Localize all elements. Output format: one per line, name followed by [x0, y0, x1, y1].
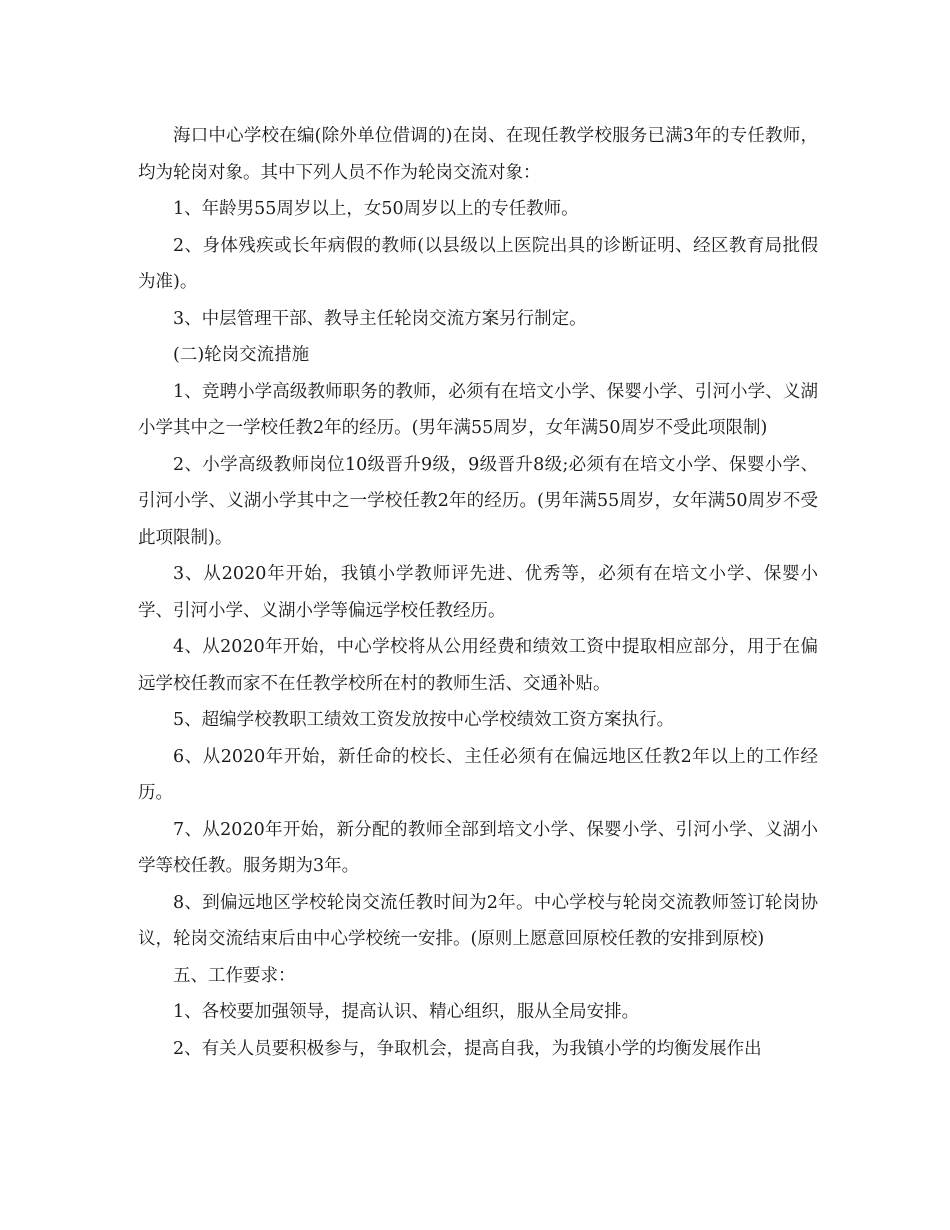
paragraph: 6、从2020年开始，新任命的校长、主任必须有在偏远地区任教2年以上的工作经历。 — [138, 746, 818, 803]
paragraph: 2、小学高级教师岗位10级晋升9级，9级晋升8级;必须有在培文小学、保婴小学、引河小学、义湖小学其中之一学校任教2年的经历。(男年满55周岁，女年满50周岁不受此项限制)。 — [138, 454, 818, 548]
paragraph: 1、年龄男55周岁以上，女50周岁以上的专任教师。 — [173, 199, 579, 219]
paragraph: 4、从2020年开始，中心学校将从公用经费和绩效工资中提取相应部分，用于在偏远学校任教而家不在任教学校所在村的教师生活、交通补贴。 — [138, 637, 818, 694]
document-body — [138, 118, 818, 1067]
paragraph: 3、中层管理干部、教导主任轮岗交流方案另行制定。 — [173, 308, 587, 329]
paragraph: 2、身体残疾或长年病假的教师(以县级以上医院出具的诊断证明、经区教育局批假为准)。 — [138, 235, 818, 292]
paragraph: 1、各校要加强领导，提高认识、精心组织，服从全局安排。 — [173, 1002, 640, 1022]
paragraph: 7、从2020年开始，新分配的教师全部到培文小学、保婴小学、引河小学、义湖小学等校任教。服务期为3年。 — [138, 819, 818, 876]
paragraph: 3、从2020年开始，我镇小学教师评先进、优秀等，必须有在培文小学、保婴小学、引河小学、义湖小学等偏远学校任教经历。 — [138, 564, 818, 621]
section-heading: 五、工作要求： — [173, 965, 296, 986]
paragraph: 2、有关人员要积极参与，争取机会，提高自我，为我镇小学的均衡发展作出 — [173, 1038, 762, 1059]
paragraph: 海口中心学校在编(除外单位借调的)在岗、在现任教学校服务已满3年的专任教师，均为轮岗对象。其中下列人员不作为轮岗交流对象： — [138, 126, 818, 183]
section-heading: (二)轮岗交流措施 — [173, 345, 310, 365]
paragraph: 8、到偏远地区学校轮岗交流任教时间为2年。中心学校与轮岗交流教师签订轮岗协议，轮岗交流结束后由中心学校统一安排。(原则上愿意回原校任教的安排到原校) — [138, 892, 818, 949]
paragraph: 1、竞聘小学高级教师职务的教师，必须有在培文小学、保婴小学、引河小学、义湖小学其中之一学校任教2年的经历。(男年满55周岁，女年满50周岁不受此项限制) — [138, 381, 818, 438]
paragraph: 5、超编学校教职工绩效工资发放按中心学校绩效工资方案执行。 — [173, 710, 675, 730]
